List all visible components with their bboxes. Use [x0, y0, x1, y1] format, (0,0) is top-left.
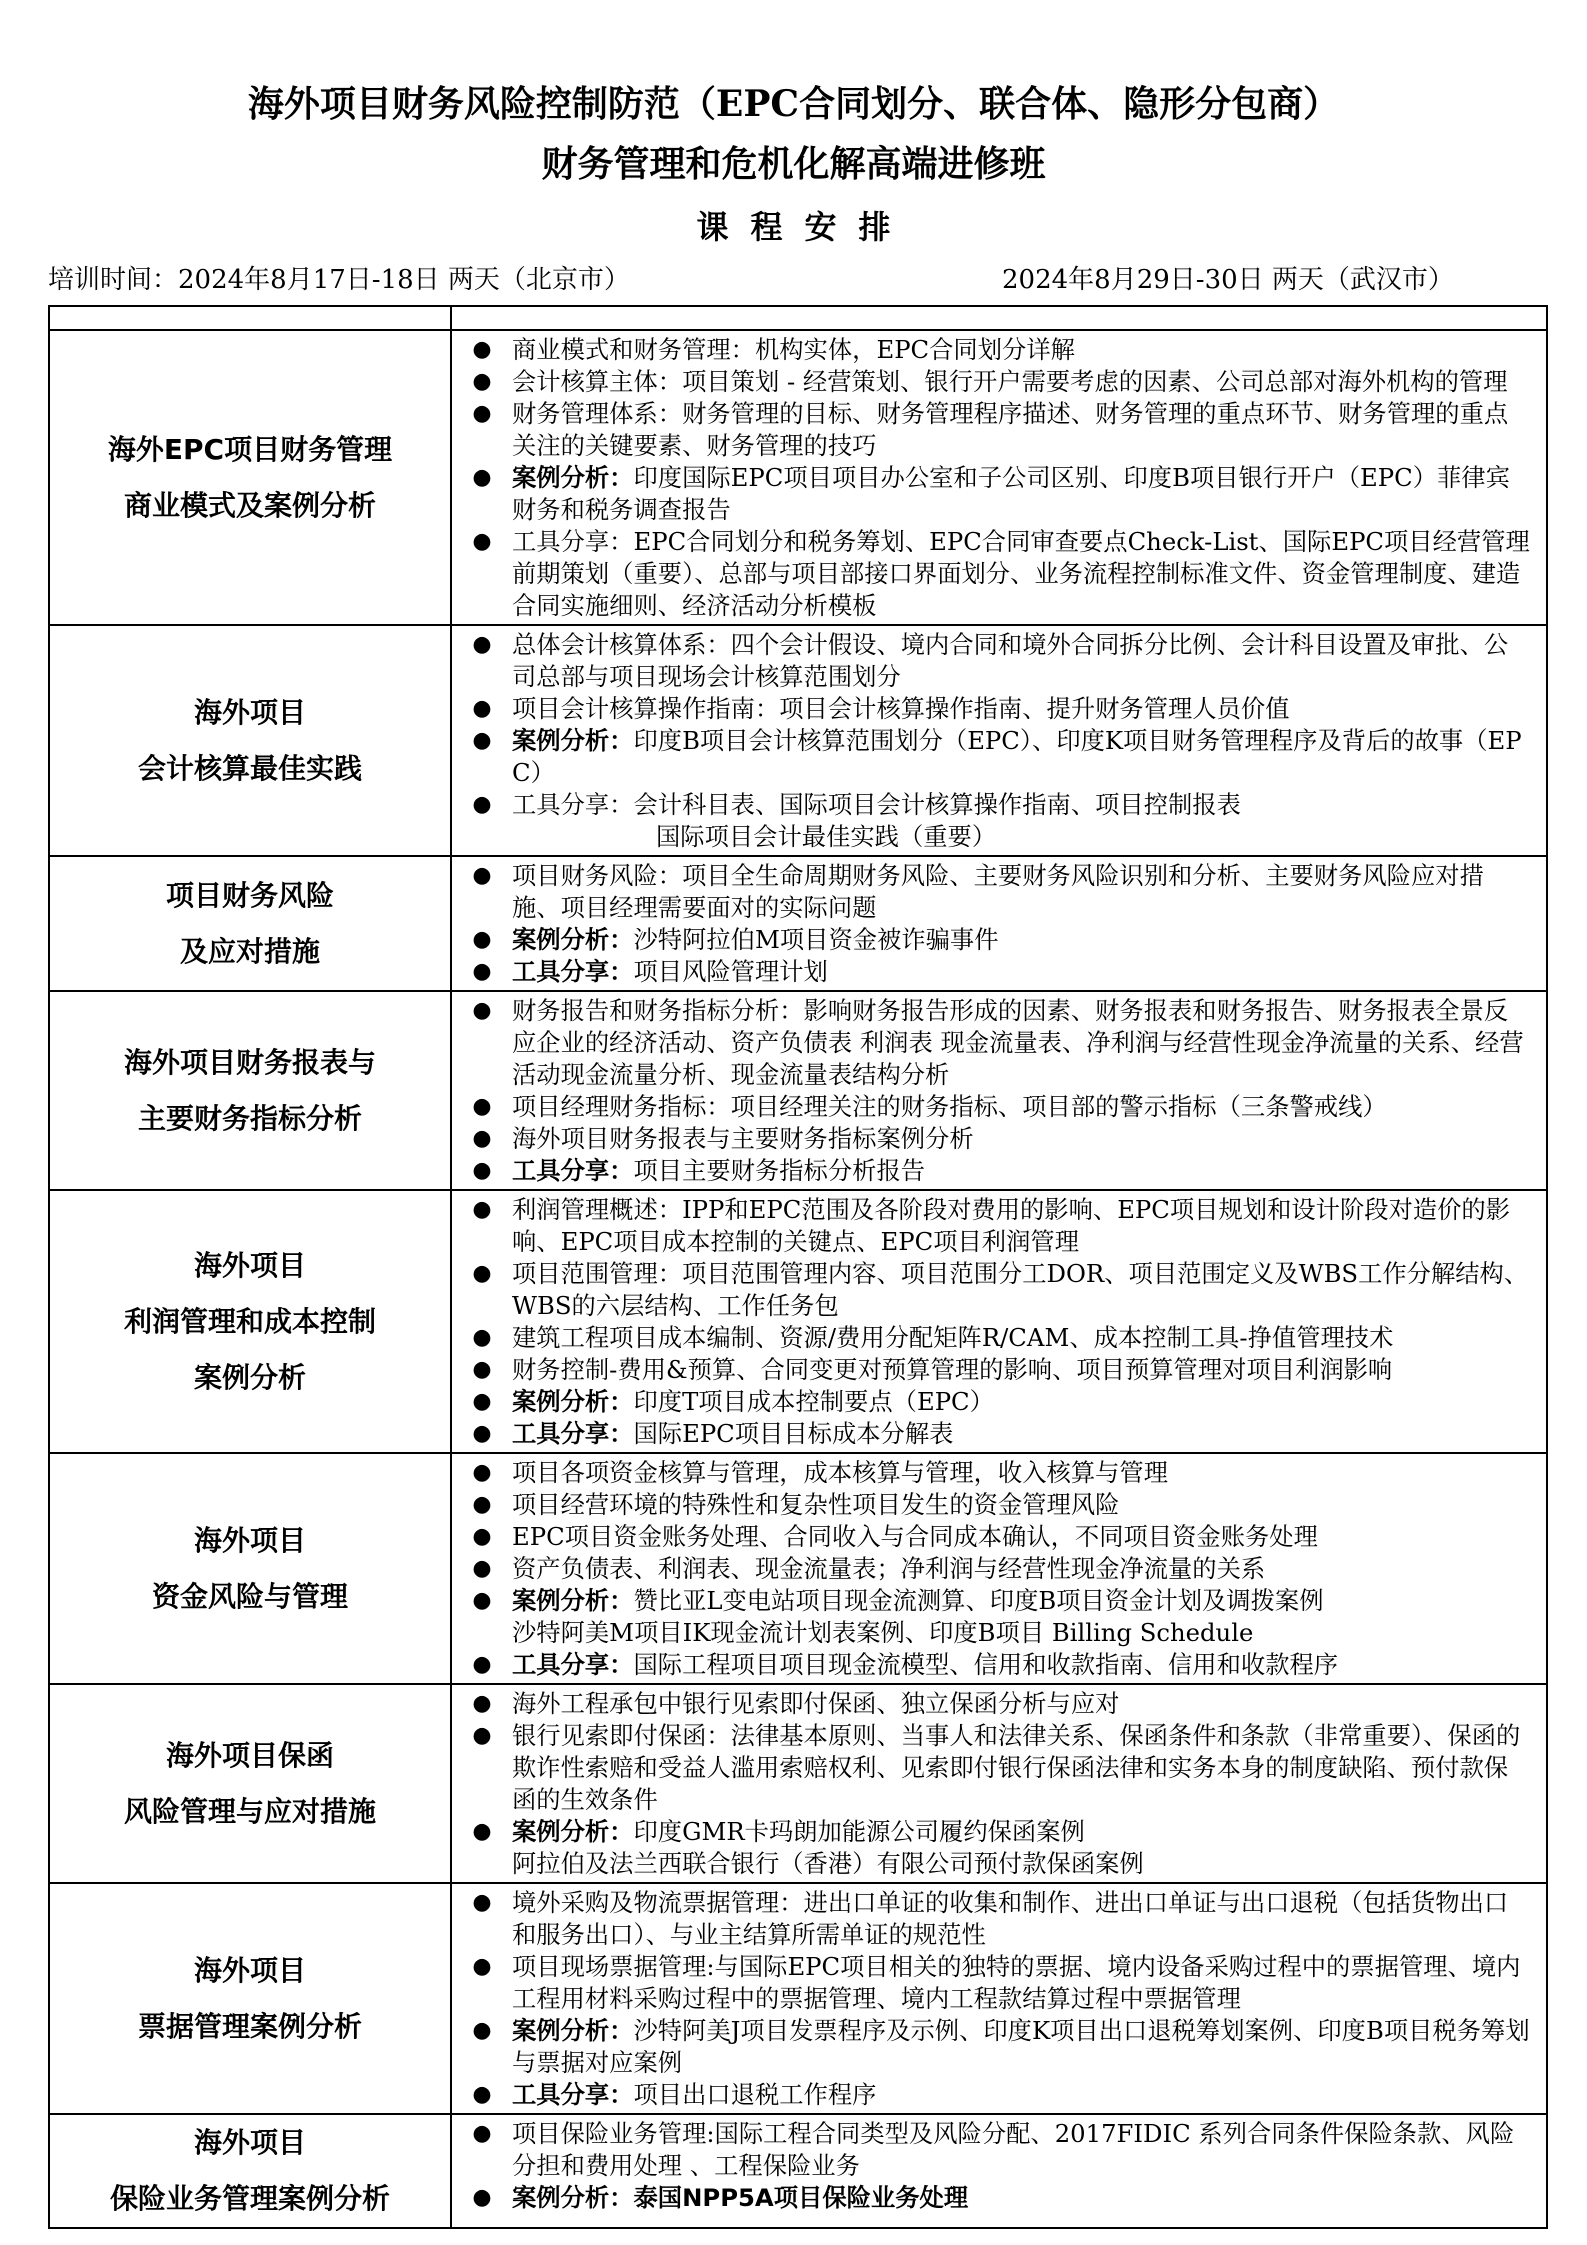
bullet-icon: ●: [472, 337, 492, 362]
item-body: 印度B项目会计核算范围划分（EPC）、印度K项目财务管理程序及背后的故事（EPC）: [512, 726, 1522, 787]
module-row: [49, 1190, 1547, 1453]
module-items-cell: [451, 625, 1547, 856]
bullet-icon: ●: [472, 401, 492, 426]
module-items-cell: [451, 330, 1547, 625]
item-text: [512, 526, 1532, 622]
module-items-cell: [451, 2114, 1547, 2228]
item-body: 印度国际EPC项目项目办公室和子公司区别、印度B项目银行开户（EPC）菲律宾财务和税务调查报告: [512, 463, 1510, 524]
item-text: [512, 860, 1532, 924]
module-row: [49, 1684, 1547, 1883]
item-text: [512, 629, 1532, 693]
list-item: [452, 366, 1532, 398]
course-schedule-table: [48, 305, 1548, 2229]
bullet-icon: ●: [472, 1421, 492, 1446]
bullet-icon: ●: [472, 1325, 492, 1350]
item-body: 赞比亚L变电站项目现金流测算、印度B项目资金计划及调拨案例: [633, 1586, 1324, 1615]
module-row: [49, 1453, 1547, 1684]
item-text: [512, 1688, 1532, 1720]
bullet-icon: ●: [472, 1954, 492, 1979]
list-item: [452, 398, 1532, 462]
item-label: 案例分析：: [512, 1387, 634, 1416]
training-time-beijing: 培训时间：2024年8月17日-18日 两天（北京市）: [48, 265, 630, 295]
list-item: [452, 1585, 1532, 1649]
item-text: [512, 462, 1532, 526]
spacer-cell: [49, 306, 451, 330]
list-item: [452, 1322, 1532, 1354]
item-body: 财务报告和财务指标分析：影响财务报告形成的因素、财务报表和财务报告、财务报表全景反应企业的经济活动、资产负债表 利润表 现金流量表、净利润与经营性现金净流量的关系、经营活动现金流量分析、现金流量表结构分析: [512, 996, 1524, 1089]
module-topic-line: 海外项目: [193, 1248, 306, 1282]
item-body: 泰国NPP5A项目保险业务处理: [633, 2183, 969, 2212]
item-text: [512, 366, 1532, 398]
item-text: [512, 1521, 1532, 1553]
list-item: [452, 1194, 1532, 1258]
item-body: EPC项目资金账务处理、合同收入与合同成本确认，不同项目资金账务处理: [512, 1522, 1318, 1551]
module-topic-line: 案例分析: [193, 1360, 306, 1394]
item-text: [512, 1553, 1532, 1585]
list-item: [452, 1091, 1532, 1123]
item-text: [512, 398, 1532, 462]
module-items-cell: [451, 991, 1547, 1190]
bullet-icon: ●: [472, 1261, 492, 1286]
item-text: [512, 1489, 1532, 1521]
bullet-icon: ●: [472, 1158, 492, 1183]
list-item: [452, 462, 1532, 526]
bullet-icon: ●: [472, 465, 492, 490]
bullet-icon: ●: [472, 2082, 492, 2107]
bullet-icon: ●: [472, 1197, 492, 1222]
item-body: 项目现场票据管理:与国际EPC项目相关的独特的票据、境内设备采购过程中的票据管理、境内工程用材料采购过程中的票据管理、境内工程款结算过程中票据管理: [512, 1952, 1521, 2013]
item-text: [512, 1194, 1532, 1258]
list-item: [452, 693, 1532, 725]
bullet-icon: ●: [472, 1588, 492, 1613]
item-text: [512, 1951, 1532, 2015]
item-text: [512, 1816, 1532, 1880]
item-text: [512, 1585, 1532, 1649]
list-item: [452, 629, 1532, 693]
item-body: 印度T项目成本控制要点（EPC）: [633, 1387, 994, 1416]
module-row: [49, 2114, 1547, 2228]
item-body: 资产负债表、利润表、现金流量表；净利润与经营性现金净流量的关系: [512, 1554, 1266, 1583]
item-body: 项目范围管理：项目范围管理内容、项目范围分工DOR、项目范围定义及WBS工作分解结构、WBS的六层结构、工作任务包: [512, 1259, 1529, 1320]
list-item: [452, 1688, 1532, 1720]
module-items-cell: [451, 1190, 1547, 1453]
item-body: 总体会计核算体系：四个会计假设、境内合同和境外合同拆分比例、会计科目设置及审批、公司总部与项目现场会计核算范围划分: [512, 630, 1509, 691]
item-body: 商业模式和财务管理：机构实体，EPC合同划分详解: [512, 335, 1075, 364]
bullet-icon: ●: [472, 632, 492, 657]
module-topic-cell: [49, 625, 451, 856]
module-topic-line: 资金风险与管理: [151, 1579, 348, 1613]
list-item: [452, 1521, 1532, 1553]
list-item: [452, 1489, 1532, 1521]
item-body: 项目出口退税工作程序: [633, 2080, 877, 2109]
item-body: 国际EPC项目目标成本分解表: [633, 1419, 954, 1448]
module-items-cell: [451, 1883, 1547, 2114]
document-title-line1: 海外项目财务风险控制防范（EPC合同划分、联合体、隐形分包商）: [247, 83, 1340, 125]
list-item: [452, 860, 1532, 924]
item-body: 项目风险管理计划: [633, 957, 828, 986]
list-item: [452, 725, 1532, 789]
module-topic-cell: [49, 2114, 451, 2228]
item-label: 案例分析：: [512, 1586, 634, 1615]
item-body: 银行见索即付保函：法律基本原则、当事人和法律关系、保函条件和条款（非常重要）、保函的欺诈性索赔和受益人滥用索赔权利、见索即付银行保函法律和实务本身的制度缺陷、预付款保函的生效条件: [512, 1721, 1521, 1814]
module-topic-line: 海外EPC项目财务管理: [107, 432, 393, 466]
list-item: [452, 1951, 1532, 2015]
module-topic-cell: [49, 856, 451, 991]
item-text: [512, 1123, 1532, 1155]
item-text: [512, 2079, 1532, 2111]
list-item: [452, 1649, 1532, 1681]
bullet-icon: ●: [472, 959, 492, 984]
item-text: [512, 1155, 1532, 1187]
list-item: [452, 334, 1532, 366]
item-body: 工具分享：会计科目表、国际项目会计核算操作指南、项目控制报表: [512, 790, 1241, 819]
item-text: [512, 1887, 1532, 1951]
list-item: [452, 1386, 1532, 1418]
list-item: [452, 789, 1532, 853]
bullet-icon: ●: [472, 927, 492, 952]
module-topic-line: 保险业务管理案例分析: [109, 2182, 390, 2215]
module-items-cell: [451, 856, 1547, 991]
module-topic-cell: [49, 1190, 451, 1453]
bullet-icon: ●: [472, 1652, 492, 1677]
list-item: [452, 995, 1532, 1091]
module-row: [49, 856, 1547, 991]
list-item: [452, 2182, 1532, 2214]
module-topic-line: 主要财务指标分析: [137, 1101, 362, 1135]
module-topic-cell: [49, 330, 451, 625]
item-body: 沙特阿拉伯M项目资金被诈骗事件: [633, 925, 999, 954]
module-topic-line: 票据管理案例分析: [137, 2009, 362, 2043]
list-item: [452, 924, 1532, 956]
module-row: [49, 625, 1547, 856]
table-header-spacer-row: [49, 306, 1547, 330]
bullet-icon: ●: [472, 1890, 492, 1915]
module-topic-cell: [49, 1453, 451, 1684]
item-text: [512, 789, 1532, 853]
bullet-icon: ●: [472, 1723, 492, 1748]
module-topic-line: 海外项目: [193, 1953, 306, 1987]
list-item: [452, 1354, 1532, 1386]
item-body: 境外采购及物流票据管理：进出口单证的收集和制作、进出口单证与出口退税（包括货物出口和服务出口）、与业主结算所需单证的规范性: [512, 1888, 1509, 1949]
item-label: 工具分享：: [512, 1419, 634, 1448]
item-text: [512, 1386, 1532, 1418]
item-text: [512, 725, 1532, 789]
item-body: 项目会计核算操作指南：项目会计核算操作指南、提升财务管理人员价值: [512, 694, 1290, 723]
item-body: 工具分享：EPC合同划分和税务筹划、EPC合同审查要点Check-List、国际EPC项目经营管理前期策划（重要）、总部与项目部接口界面划分、业务流程控制标准文件、资金管理制度、建造合同实施细则、经济活动分析模板: [512, 527, 1530, 620]
item-body: 项目各项资金核算与管理，成本核算与管理，收入核算与管理: [512, 1458, 1169, 1487]
bullet-icon: ●: [472, 792, 492, 817]
item-text: [512, 1720, 1532, 1816]
item-body: 建筑工程项目成本编制、资源/费用分配矩阵R/CAM、成本控制工具-挣值管理技术: [512, 1323, 1394, 1352]
module-topic-line: 商业模式及案例分析: [123, 488, 376, 522]
module-topic-line: 会计核算最佳实践: [137, 751, 362, 785]
item-label: 工具分享：: [512, 2080, 634, 2109]
bullet-icon: ●: [472, 1556, 492, 1581]
item-text: [512, 1322, 1532, 1354]
item-label: 案例分析：: [512, 2016, 634, 2045]
item-text: [512, 1649, 1532, 1681]
bullet-icon: ●: [472, 2018, 492, 2043]
module-topic-line: 项目财务风险: [165, 878, 334, 912]
module-items-cell: [451, 1453, 1547, 1684]
module-topic-cell: [49, 991, 451, 1190]
list-item: [452, 1418, 1532, 1450]
item-label: 案例分析：: [512, 2183, 634, 2212]
item-text: [512, 2118, 1532, 2182]
bullet-icon: ●: [472, 1819, 492, 1844]
module-topic-line: 及应对措施: [179, 934, 320, 968]
item-body: 项目经营环境的特殊性和复杂性项目发生的资金管理风险: [512, 1490, 1120, 1519]
item-text: [512, 693, 1532, 725]
item-body: 沙特阿美J项目发票程序及示例、印度K项目出口退税筹划案例、印度B项目税务筹划与票据对应案例: [512, 2016, 1530, 2077]
item-text: [512, 1418, 1532, 1450]
list-item: [452, 2118, 1532, 2182]
item-text: [512, 956, 1532, 988]
bullet-icon: ●: [472, 1126, 492, 1151]
item-label: 案例分析：: [512, 1817, 634, 1846]
module-topic-line: 海外项目财务报表与: [123, 1045, 376, 1079]
list-item: [452, 2079, 1532, 2111]
item-body: 印度GMR卡玛朗加能源公司履约保函案例: [633, 1817, 1085, 1846]
item-body: 项目经理财务指标：项目经理关注的财务指标、项目部的警示指标（三条警戒线）: [512, 1092, 1387, 1121]
list-item: [452, 2015, 1532, 2079]
item-text: [512, 2182, 1532, 2214]
training-time-wuhan: 2024年8月29日-30日 两天（武汉市）: [1002, 265, 1454, 295]
list-item: [452, 956, 1532, 988]
item-text: [512, 995, 1532, 1091]
item-continuation: 国际项目会计最佳实践（重要）: [656, 822, 997, 851]
item-body: 项目保险业务管理:国际工程合同类型及风险分配、2017FIDIC 系列合同条件保险条款、风险分担和费用处理 、工程保险业务: [512, 2119, 1515, 2180]
module-items-cell: [451, 1684, 1547, 1883]
item-text: [512, 1091, 1532, 1123]
list-item: [452, 526, 1532, 622]
item-continuation: 沙特阿美M项目IK现金流计划表案例、印度B项目 Billing Schedule: [512, 1618, 1254, 1647]
item-body: 海外工程承包中银行见索即付保函、独立保函分析与应对: [512, 1689, 1120, 1718]
module-topic-line: 海外项目: [193, 2126, 306, 2159]
bullet-icon: ●: [472, 1691, 492, 1716]
bullet-icon: ●: [472, 998, 492, 1023]
item-label: 案例分析：: [512, 463, 634, 492]
bullet-icon: ●: [472, 1357, 492, 1382]
bullet-icon: ●: [472, 1389, 492, 1414]
bullet-icon: ●: [472, 728, 492, 753]
bullet-icon: ●: [472, 529, 492, 554]
item-body: 海外项目财务报表与主要财务指标案例分析: [512, 1124, 974, 1153]
item-label: 工具分享：: [512, 1650, 634, 1679]
item-body: 财务控制-费用&预算、合同变更对预算管理的影响、项目预算管理对项目利润影响: [512, 1355, 1393, 1384]
bullet-icon: ●: [472, 696, 492, 721]
bullet-icon: ●: [472, 1524, 492, 1549]
bullet-icon: ●: [472, 2185, 492, 2210]
module-topic-line: 利润管理和成本控制: [123, 1304, 376, 1338]
schedule-heading: 课程安排: [696, 208, 913, 246]
bullet-icon: ●: [472, 1094, 492, 1119]
module-topic-cell: [49, 1883, 451, 2114]
item-body: 利润管理概述：IPP和EPC范围及各阶段对费用的影响、EPC项目规划和设计阶段对造价的影响、EPC项目成本控制的关键点、EPC项目利润管理: [512, 1195, 1511, 1256]
bullet-icon: ●: [472, 369, 492, 394]
module-topic-line: 海外项目: [193, 1523, 306, 1557]
module-topic-line: 海外项目: [193, 695, 306, 729]
bullet-icon: ●: [472, 1460, 492, 1485]
item-body: 会计核算主体：项目策划 - 经营策划、银行开户需要考虑的因素、公司总部对海外机构的管理: [512, 367, 1508, 396]
bullet-icon: ●: [472, 2121, 492, 2146]
item-text: [512, 924, 1532, 956]
item-label: 案例分析：: [512, 925, 634, 954]
list-item: [452, 1155, 1532, 1187]
item-label: 工具分享：: [512, 957, 634, 986]
item-label: 工具分享：: [512, 1156, 634, 1185]
list-item: [452, 1457, 1532, 1489]
bullet-icon: ●: [472, 1492, 492, 1517]
list-item: [452, 1123, 1532, 1155]
module-row: [49, 1883, 1547, 2114]
module-topic-cell: [49, 1684, 451, 1883]
module-topic-line: 海外项目保函: [165, 1738, 334, 1772]
item-body: 国际工程项目项目现金流模型、信用和收款指南、信用和收款程序: [633, 1650, 1339, 1679]
module-topic-line: 风险管理与应对措施: [123, 1794, 376, 1828]
module-row: [49, 991, 1547, 1190]
item-label: 案例分析：: [512, 726, 634, 755]
item-text: [512, 2015, 1532, 2079]
list-item: [452, 1720, 1532, 1816]
item-body: 项目主要财务指标分析报告: [633, 1156, 926, 1185]
item-body: 财务管理体系：财务管理的目标、财务管理程序描述、财务管理的重点环节、财务管理的重点关注的关键要素、财务管理的技巧: [512, 399, 1509, 460]
item-body: 项目财务风险：项目全生命周期财务风险、主要财务风险识别和分析、主要财务风险应对措施、项目经理需要面对的实际问题: [512, 861, 1484, 922]
list-item: [452, 1258, 1532, 1322]
list-item: [452, 1816, 1532, 1880]
document-title-line2: 财务管理和危机化解高端进修班: [541, 143, 1046, 185]
list-item: [452, 1887, 1532, 1951]
spacer-cell: [451, 306, 1547, 330]
item-text: [512, 1258, 1532, 1322]
item-continuation: 阿拉伯及法兰西联合银行（香港）有限公司预付款保函案例: [512, 1849, 1144, 1878]
item-text: [512, 1354, 1532, 1386]
module-row: [49, 330, 1547, 625]
item-text: [512, 1457, 1532, 1489]
list-item: [452, 1553, 1532, 1585]
bullet-icon: ●: [472, 863, 492, 888]
item-text: [512, 334, 1532, 366]
